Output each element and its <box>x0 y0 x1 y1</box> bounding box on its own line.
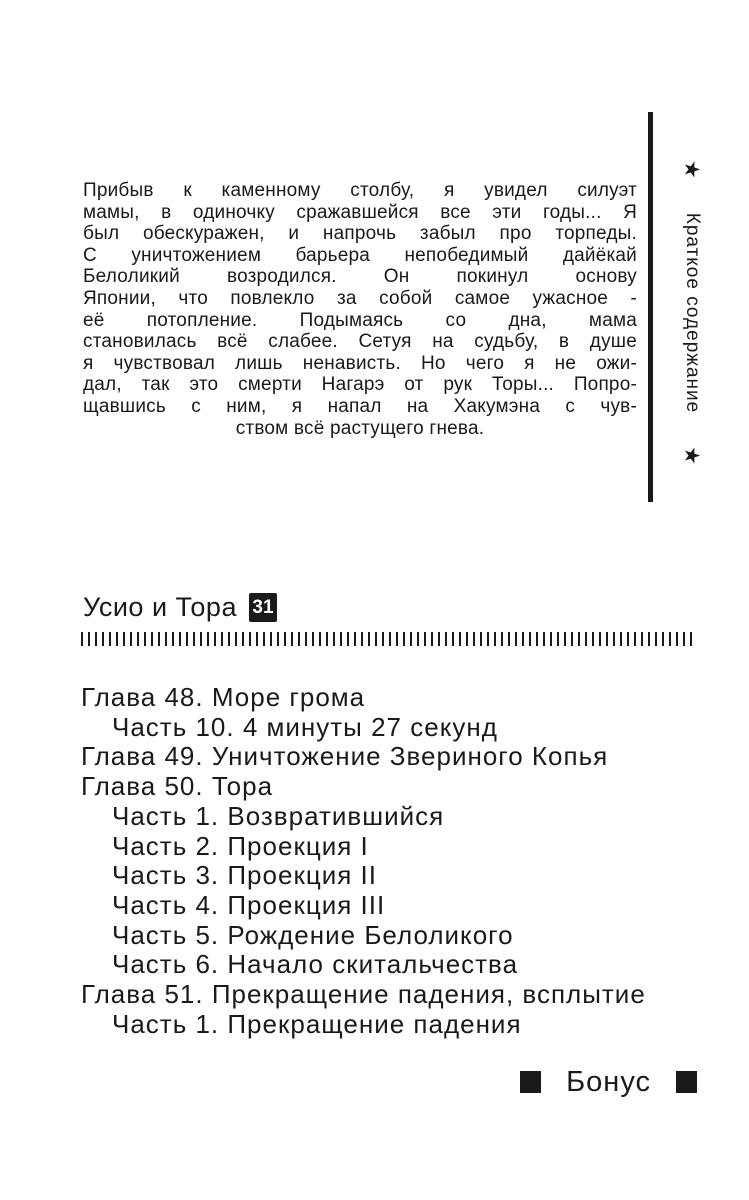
striped-divider <box>81 632 697 646</box>
summary-sidebar-label <box>678 160 706 466</box>
toc-entry-chapter: Глава 50. Тора <box>81 771 274 802</box>
synopsis-line: её потопление. Подымаясь со дна, мама <box>83 309 637 331</box>
synopsis-line: ством всё растущего гнева. <box>235 417 485 439</box>
title-row <box>83 592 277 623</box>
star-icon: ★ <box>680 160 704 180</box>
synopsis-line: становилась всё слабее. Сетуя на судьбу, в душе <box>83 331 637 353</box>
synopsis-line: щавшись с ним, я напал на Хакумэна с чув- <box>83 395 637 417</box>
toc-entry-part: Часть 4. Проекция III <box>112 889 386 920</box>
toc-entry-part: Часть 1. Возвратившийся <box>112 800 445 831</box>
star-icon: ★ <box>680 446 704 466</box>
synopsis-line: Прибыв к каменному столбу, я увидел силуэт <box>83 180 637 201</box>
toc-entry-part: Часть 6. Начало скитальчества <box>112 949 519 980</box>
toc-entry-chapter: Глава 49. Уничтожение Звериного Копья <box>81 741 609 772</box>
toc-entry-part: Часть 1. Прекращение падения <box>112 1008 522 1039</box>
synopsis-line: был обескуражен, и напрочь забыл про торпеды. <box>83 223 637 245</box>
series-title: Усио и Тора <box>83 592 237 622</box>
synopsis-line: С уничтожением барьера непобедимый дайёкай <box>83 244 637 266</box>
toc-entry-part: Часть 10. 4 минуты 27 секунд <box>112 711 498 742</box>
synopsis-line: дал, так это смерти Нагарэ от рук Торы... Попро- <box>83 374 637 396</box>
bonus-square-icon <box>676 1071 697 1093</box>
table-of-contents <box>81 683 741 1039</box>
synopsis-paragraph <box>83 180 637 439</box>
toc-entry-part: Часть 2. Проекция I <box>112 830 369 861</box>
bonus-label: Бонус <box>566 1065 651 1098</box>
summary-caption: Краткое содержание <box>682 212 703 414</box>
bonus-square-icon <box>520 1071 541 1093</box>
volume-badge: 31 <box>249 593 277 622</box>
sidebar-divider-bar <box>648 112 653 502</box>
toc-entry-part: Часть 5. Рождение Белоликого <box>112 919 514 950</box>
synopsis-line: мамы, в одиночку сражавшейся все эти годы... Я <box>83 201 637 223</box>
bonus-row <box>520 1066 697 1098</box>
synopsis-line: Японии, что повлекло за собой самое ужасное - <box>83 287 637 309</box>
synopsis-line: я чувствовал лишь ненависть. Но чего я не ожи- <box>83 352 637 374</box>
toc-entry-chapter: Глава 51. Прекращение падения, всплытие <box>81 979 646 1010</box>
synopsis-line: Белоликий возродился. Он покинул основу <box>83 266 637 288</box>
toc-entry-part: Часть 3. Проекция II <box>112 860 377 891</box>
toc-entry-chapter: Глава 48. Море грома <box>81 682 366 712</box>
